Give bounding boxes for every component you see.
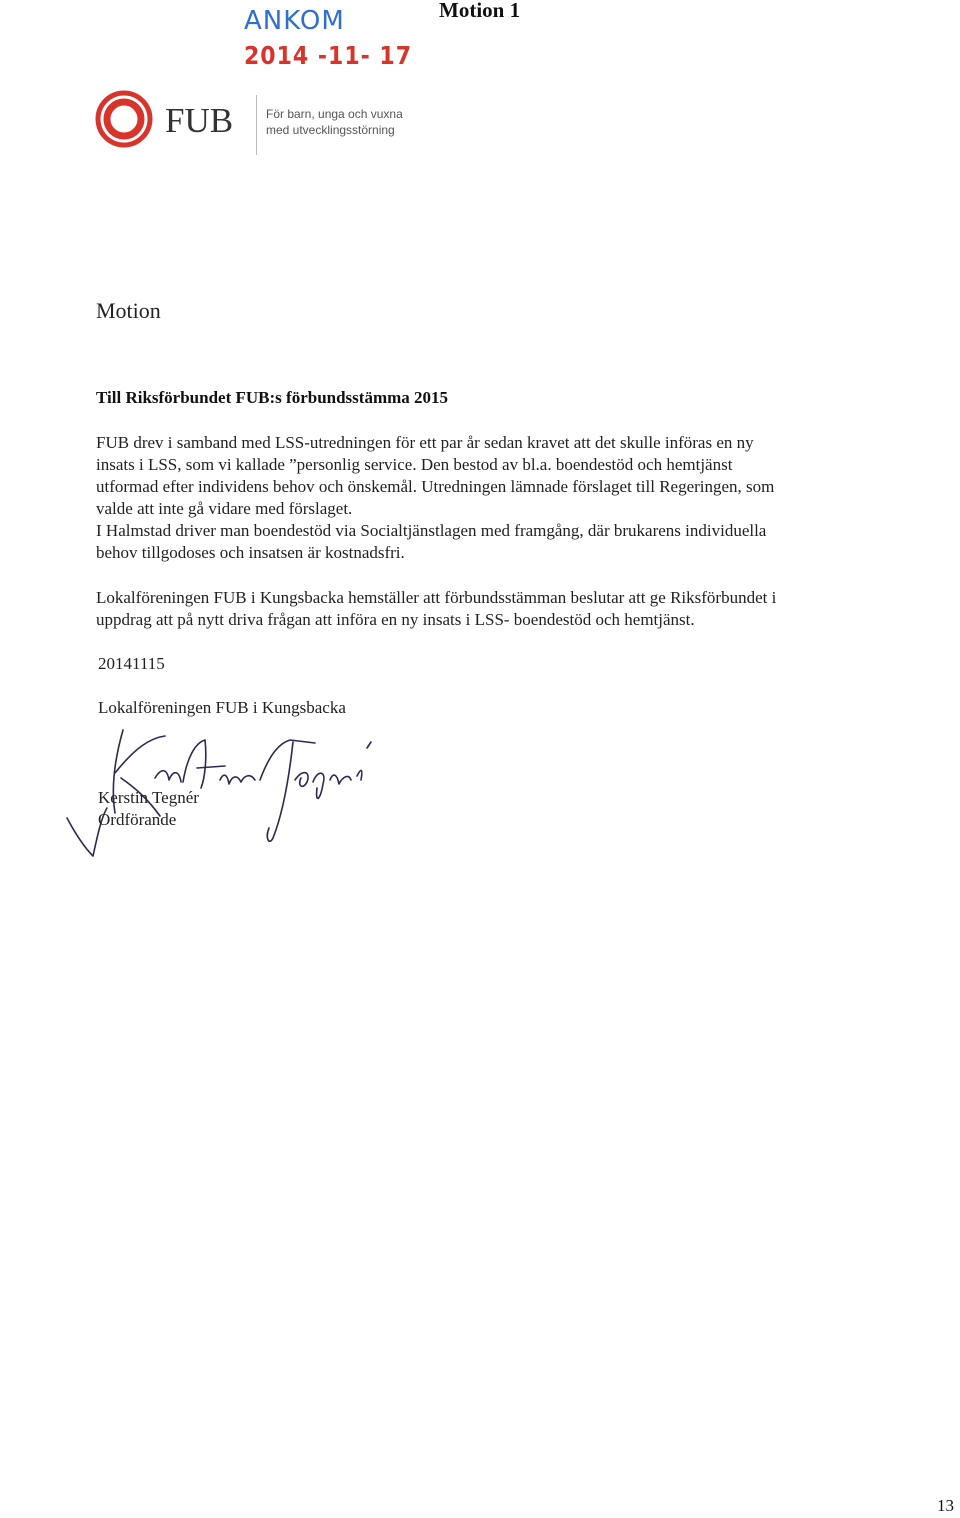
recipient-line: Till Riksförbundet FUB:s förbundsstämma 2015	[96, 388, 449, 407]
signer-name: Kerstin Tegnér	[98, 788, 199, 807]
motion-heading: Motion	[96, 298, 161, 323]
logo-tagline	[266, 106, 403, 138]
paragraph1-line: valde att inte gå vidare med förslaget.	[96, 499, 353, 518]
signer-title: Ordförande	[98, 810, 177, 829]
fub-logo-ring-icon	[94, 89, 154, 149]
received-stamp-label: ANKOM	[244, 6, 345, 36]
fub-logo-text: FUB	[165, 101, 234, 140]
paragraph2-line: Lokalföreningen FUB i Kungsbacka hemställer att förbundsstämman beslutar att ge Riksförbundet i	[96, 588, 777, 607]
logo-divider	[256, 95, 257, 155]
logo-tagline-line2: med utvecklingsstörning	[266, 123, 395, 137]
document-header-title: Motion 1	[439, 0, 521, 22]
paragraph1-line: FUB drev i samband med LSS-utredningen för ett par år sedan kravet att det skulle införas en ny	[96, 433, 754, 452]
organization-name: Lokalföreningen FUB i Kungsbacka	[98, 698, 346, 717]
paragraph2-line: uppdrag att på nytt driva frågan att införa en ny insats i LSS- boendestöd och hemtjänst.	[96, 610, 695, 629]
paragraph1-line: I Halmstad driver man boendestöd via Socialtjänstlagen med framgång, där brukarens individuella	[96, 521, 767, 540]
page-number: 13	[937, 1496, 954, 1515]
document-date: 20141115	[98, 654, 165, 673]
paragraph1-line: behov tillgodoses och insatsen är kostnadsfri.	[96, 543, 405, 562]
paragraph1-line: insats i LSS, som vi kallade ”personlig service. Den bestod av bl.a. boendestöd och hemtjänst	[96, 455, 733, 474]
paragraph1-line: utformad efter individens behov och önskemål. Utredningen lämnade förslaget till Regeringen, som	[96, 477, 775, 496]
logo-tagline-line1: För barn, unga och vuxna	[266, 107, 403, 121]
received-stamp-date: 2014 -11- 17	[244, 42, 413, 71]
